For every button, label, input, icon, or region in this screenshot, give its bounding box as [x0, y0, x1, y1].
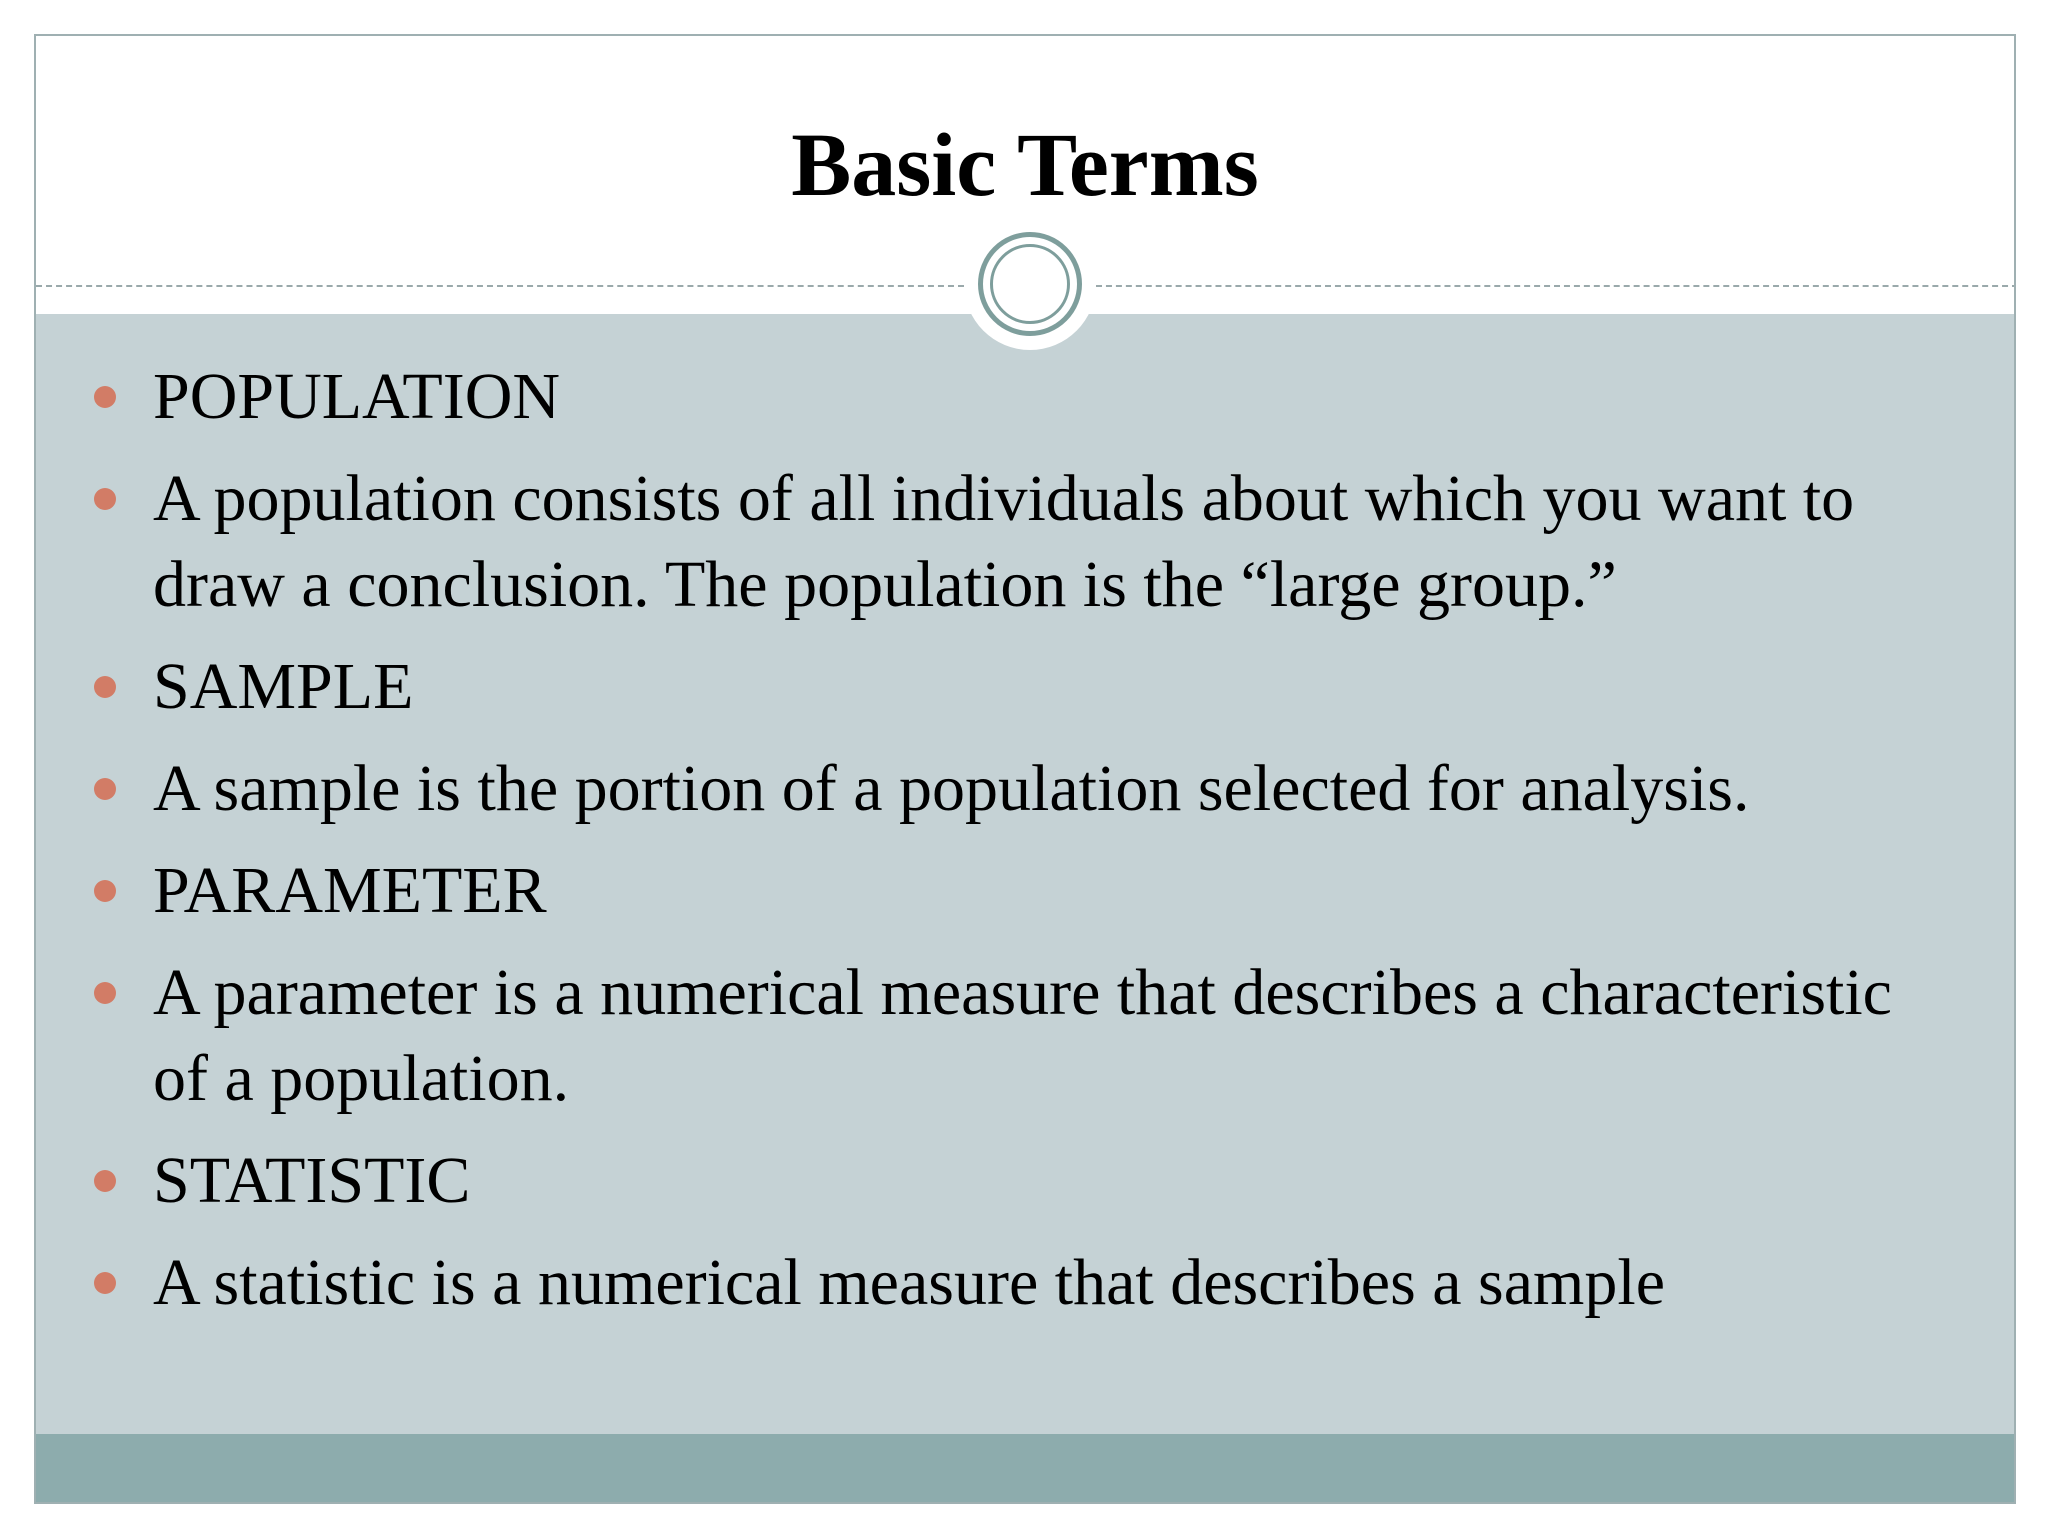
- bullet-item-sample-definition: [36, 746, 2014, 832]
- slide-title: Basic Terms: [791, 116, 1259, 215]
- bullet-dot-icon: [94, 1272, 116, 1294]
- bullet-dot-icon: [94, 488, 116, 510]
- circle-ornament-inner: [990, 244, 1070, 324]
- bullet-dot-icon: [94, 386, 116, 408]
- bullet-item-parameter-definition: [36, 950, 2014, 1122]
- footer-band: [36, 1434, 2014, 1504]
- title-divider-left: [36, 285, 964, 287]
- bullet-dot-icon: [94, 1170, 116, 1192]
- title-divider-right: [1096, 285, 2016, 287]
- bullet-text: SAMPLE: [153, 650, 414, 723]
- slide: [34, 34, 2016, 1504]
- bullet-text: A statistic is a numerical measure that describes a sample: [153, 1246, 1666, 1319]
- bullet-text: POPULATION: [153, 360, 561, 433]
- bullet-item-population-heading: [36, 354, 2014, 440]
- bullet-item-statistic-heading: [36, 1138, 2014, 1224]
- bullet-dot-icon: [94, 982, 116, 1004]
- bullet-text: A population consists of all individuals about which you want to draw a conclusion. The population is the “large group.”: [153, 462, 1855, 621]
- bullet-text: STATISTIC: [153, 1144, 471, 1217]
- bullet-dot-icon: [94, 880, 116, 902]
- bullet-text: A parameter is a numerical measure that describes a characteristic of a population.: [153, 956, 1892, 1115]
- bullet-text: PARAMETER: [153, 854, 547, 927]
- bullet-item-sample-heading: [36, 644, 2014, 730]
- bullet-text: A sample is the portion of a population selected for analysis.: [153, 752, 1750, 825]
- bullet-dot-icon: [94, 778, 116, 800]
- bullet-item-population-definition: [36, 456, 2014, 628]
- bullet-dot-icon: [94, 676, 116, 698]
- bullet-item-parameter-heading: [36, 848, 2014, 934]
- bullet-item-statistic-definition: [36, 1240, 2014, 1326]
- circle-ornament-icon: [978, 232, 1082, 336]
- bullet-list: [36, 354, 2014, 1342]
